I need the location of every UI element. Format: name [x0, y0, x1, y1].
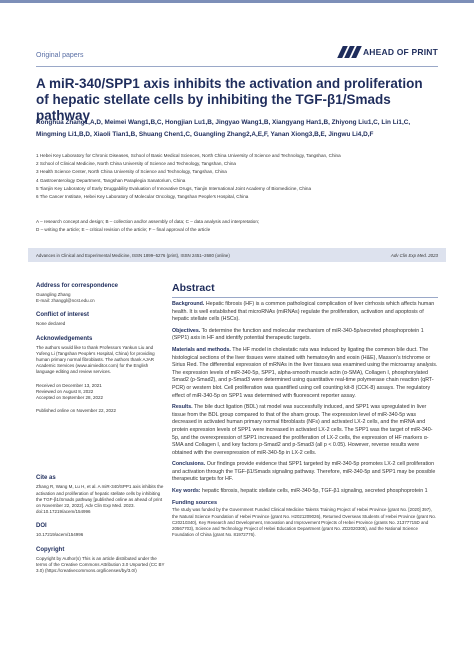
correspondence-name: Guangling Zhang — [36, 292, 71, 297]
affiliation: 1 Hebei Key Laboratory for Chronic Diseases, School of Basic Medical Sciences, North China University of Science and Technology, Tangshan, China — [36, 153, 341, 158]
article-title: A miR-340/SPP1 axis inhibits the activation and proliferation of hepatic stellate cells by inhibiting the TGF-β1/Smads pathway — [36, 76, 423, 123]
abstract-divider — [172, 297, 438, 298]
funding-text: The study was funded by the Government Funded Clinical Medicine Talents Training Project of Hebei Province (grant No. [2020] 397), the Natural Science Foundation of Hebei Province (grant No. H2021209026), Returned Overseas Students of Hebei Province (grant No. C20210340), Key Research and Development, Innovation and Improvement Projects of Hebei Province (grants No. 21377715D and 20567703), Science and Technology Project of Hebei Education Department (grant No. ZD2020305), and the National Science Foundation of China (grant No. 81972776). — [172, 507, 437, 538]
acknowledgements-block — [36, 335, 166, 376]
received-date: Received on December 13, 2021 — [36, 382, 102, 388]
doi-link[interactable]: 10.17219/acem/154996 — [36, 532, 84, 538]
doi-block — [36, 522, 166, 538]
affiliation: 2 School of Clinical Medicine, North China University of Science and Technology, Tangshan, China — [36, 161, 236, 167]
top-rule — [0, 0, 474, 3]
abstract-background: Background. Hepatic fibrosis (HF) is a common pathological complication of liver cirrhosis which affects human health. It is well established that microRNAs (miRNAs) regulate the proliferation, activation and apoptosis of hepatic stellate cells (HSCs). — [172, 301, 435, 323]
abstract-objectives: Objectives. To determine the function and molecular mechanism of miR-340-5p/secreted phosphoprotein 1 (SPP1) axis in HF and identify potential therapeutic targets. — [172, 327, 424, 342]
abstract-conclusions: Conclusions. Our findings provide evidence that SPP1 targeted by miR-340-5p promotes LX-2 cell proliferation and activation through the TGF-β1/Smads signaling pathway. Therefore, miR-340-5p and SPP1 may be possible therapeutic targets for HF. — [172, 461, 436, 483]
copyright-block — [36, 546, 166, 575]
abstract-heading: Abstract — [172, 282, 215, 294]
abstract-results: Results. The bile duct ligation (BDL) rat model was successfully induced, and SPP1 was upregulated in liver tissue from the BDL group compared to that of the sham group. The expression level of miR-340-5p was decreased in activated human primary normal fibroblasts (NFs) and activated LX-2 cells, and the mRNA and protein expression levels of SPP1 were increased in activated LX-2 cells. The SPP1 was the target of miR-340-5p, and the overexpression of SPP1 increased the proliferation of LX-2 cells, the expression of HF markers α-SMA and Collagen I, and key factors p-Smad2 and p-Smad3 (all p < 0.05). However, reverse results were obtained with the overexpression of miR-340-5p in LX-2 cells. — [172, 404, 433, 456]
journal-issn: Advances in Clinical and Experimental Medicine, ISSN 1899–5276 (print), ISSN 2451–2680 (online) — [36, 252, 230, 258]
ahead-of-print-badge — [338, 44, 438, 60]
page-header — [36, 42, 438, 64]
abstract-section — [172, 282, 438, 539]
affiliation: 6 The Cancer Institute, Hebei Key Laboratory of Molecular Oncology, Tangshan People's Hospital, China — [36, 194, 249, 200]
journal-info-bar — [28, 248, 446, 262]
correspondence-email[interactable]: E-mail: zhanggl@ncst.edu.cn — [36, 298, 95, 304]
conflict-text: None declared — [36, 321, 66, 327]
section-label: Original papers — [36, 52, 84, 59]
affiliation: 5 Tianjin Key Laboratory of Early Druggability Evaluation of Innovative Drugs, Tianjin International Joint Academy of Biomedicine, China — [36, 185, 312, 191]
cite-heading: Cite as — [36, 475, 56, 482]
accepted-date: Accepted on September 28, 2022 — [36, 395, 104, 401]
journal-abbrev: Adv Clin Exp Med. 2023 — [390, 252, 438, 258]
affiliation: 3 Health Science Center, North China University of Science and Technology, Tangshan, China — [36, 169, 227, 175]
published-date: Published online on November 22, 2022 — [36, 408, 117, 414]
abstract-methods: Materials and methods. The HF model in cholestatic rats was induced by ligating the common bile duct. The histological sections of the liver tissues were stained with hematoxylin and eosin (H&E), Masson's trichrome or Sirius Red. The differential expression of mRNAs in the liver tissues was examined using the microarray analysis. The expression levels of miR-340-5p, SPP1, alpha-smooth muscle actin (α-SMA), Collagen I, phosphorylated Smad2 (p-Smad2), and p-Smad3 were determined using quantitative real-time polymerase chain reaction (qRT-PCR) or western blot. Cell proliferation was quantified using cell counting kit-8 (CCK-8) assays. The regulatory effect of miR-340-5p on SPP1 was determined with fluorescent reporter assay. — [172, 346, 438, 399]
correspondence-heading: Address for correspondence — [36, 283, 119, 289]
affiliation: 4 Gastroenterology Department, Tangshan Paraplegia Sanatorium, China — [36, 177, 186, 183]
abstract-keywords: Key words: hepatic fibrosis, hepatic stellate cells, miR-340-5p, TGF-β1 signaling, secreted phosphoprotein 1 — [172, 488, 428, 495]
journal-logo-icon — [338, 46, 360, 58]
published-block — [36, 408, 166, 414]
cite-text: Zhang R, Wang M, Lu H, et al. A miR-340/SPP1 axis inhibits the activation and proliferation of hepatic stellate cells by inhibiting the TGF-β1/Smads pathway [published online as ahead of print on November 22, 2022]. Adv Clin Exp Med. 2023. doi:10.17219/acem/154996 — [36, 484, 164, 515]
article-sidebar — [36, 282, 166, 581]
copyright-heading: Copyright — [36, 546, 65, 553]
copyright-text: Copyright by Author(s) This is an article distributed under the terms of the Creative Commons Attribution 3.0 Unported (CC BY 3.0) (https://creativecommons.org/licenses/by/3.0/) — [36, 555, 165, 574]
contribution-line: D – writing the article; E – critical revision of the article; F – final approval of the article — [36, 227, 211, 233]
acknowledgements-heading: Acknowledgements — [36, 335, 93, 342]
header-divider — [36, 66, 438, 67]
conflict-block — [36, 311, 166, 327]
doi-heading: DOI — [36, 523, 47, 530]
reviewed-date: Reviewed on August 8, 2022 — [36, 388, 94, 394]
dates-block — [36, 383, 166, 402]
contribution-line: A – research concept and design; B – collection and/or assembly of data; C – data analysis and interpretation; — [36, 219, 260, 224]
contribution-legend — [36, 218, 436, 234]
correspondence-block — [36, 282, 166, 304]
conflict-heading: Conflict of interest — [36, 312, 90, 319]
author-list: Ronghua Zhang1,A,D, Meimei Wang1,B,C, Hongjian Lu1,B, Jingyao Wang1,B, Xiangyang Han1,B, Zhiyong Liu1,C, Lin Li1,C, Mingming Li1,B,D, Xiaoli Tian1,B, Shuang Chen1,C, Guangling Zhang2,A,E,F, Yanan Xiong3,B,E, Jingwu Li4,D,F — [36, 119, 411, 138]
acknowledgements-text: The authors would like to thank Professors Yankun Liu and Yufeng Li (Tangshan People's Hospital, China) for providing human primary normal fibroblasts. The authors thank AJAR Academic Services (www.aimieditor.com) for the English language editing and review services. — [36, 344, 155, 375]
funding-heading: Funding sources — [172, 499, 218, 506]
badge-label: AHEAD OF PRINT — [362, 47, 438, 57]
affiliation-list — [36, 152, 436, 201]
cite-block — [36, 474, 166, 515]
